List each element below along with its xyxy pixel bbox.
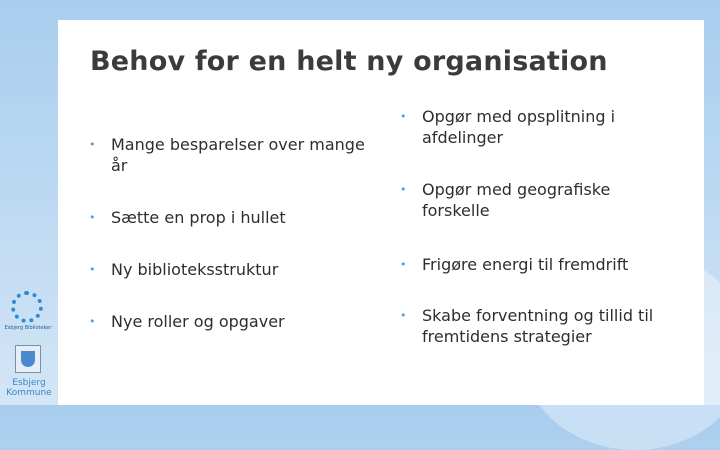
bullet-dot-icon: • (89, 211, 96, 224)
left-bullet-1 (89, 134, 379, 176)
bullet-text: Frigøre energi til fremdrift (422, 255, 629, 274)
bullet-dot-icon: • (89, 315, 96, 328)
bullet-text: Skabe forventning og tillid til fremtidens strategier (422, 306, 654, 346)
bullet-dot-icon: • (89, 138, 96, 151)
library-ring-logo-icon (11, 291, 43, 323)
bullet-dot-icon: • (400, 110, 407, 123)
bullet-dot-icon: • (400, 258, 407, 271)
bullet-text: Ny biblioteksstruktur (111, 260, 279, 279)
bullet-text: Mange besparelser over mange år (111, 135, 365, 175)
left-bullet-4 (89, 311, 379, 332)
bullet-text: Sætte en prop i hullet (111, 208, 286, 227)
right-bullet-1 (400, 106, 660, 148)
bullet-dot-icon: • (89, 263, 96, 276)
right-bullet-4 (400, 305, 675, 347)
logo-area (0, 285, 58, 405)
right-bullet-3 (400, 254, 690, 275)
right-bullet-2 (400, 179, 660, 221)
left-bullet-2 (89, 207, 379, 228)
municipality-name: Esbjerg Kommune (6, 378, 52, 398)
bullet-text: Opgør med geografiske forskelle (422, 180, 611, 220)
bullet-dot-icon: • (400, 183, 407, 196)
bullet-text: Nye roller og opgaver (111, 312, 285, 331)
bullet-dot-icon: • (400, 309, 407, 322)
left-bullet-3 (89, 259, 379, 280)
library-logo-text: Esbjerg Biblioteker (4, 325, 52, 331)
municipality-crest-icon (15, 345, 41, 373)
slide-title: Behov for en helt ny organisation (90, 46, 608, 77)
bullet-text: Opgør med opsplitning i afdelinger (422, 107, 616, 147)
